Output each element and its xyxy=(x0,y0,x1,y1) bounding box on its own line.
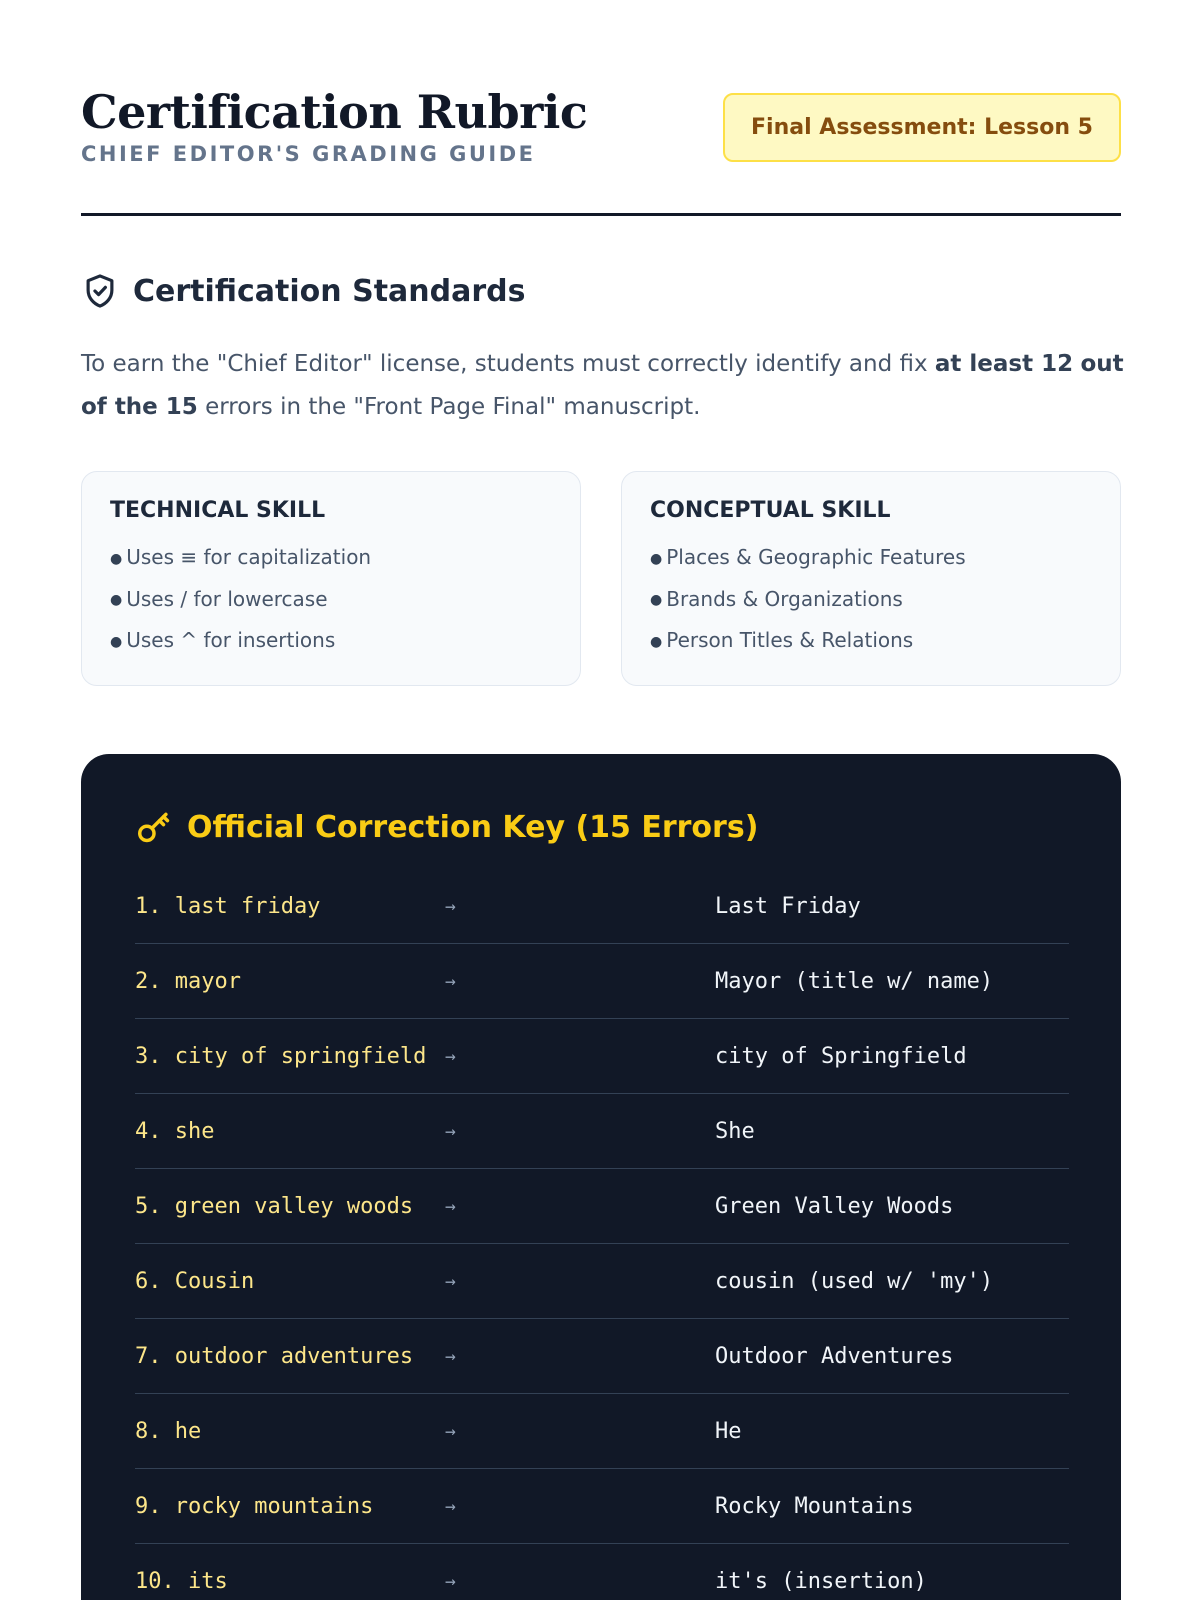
correction-row xyxy=(135,1394,1069,1469)
arrow-icon: → xyxy=(445,1345,456,1367)
error-text: 10. its xyxy=(135,1568,228,1594)
correction-row xyxy=(135,1019,1069,1094)
arrow-icon: → xyxy=(445,1195,456,1217)
fix-text: Mayor (title w/ name) xyxy=(715,968,994,994)
skill-item: ● Places & Geographic Features xyxy=(650,545,966,569)
correction-row xyxy=(135,1469,1069,1544)
skill-item: ● Brands & Organizations xyxy=(650,586,903,611)
correction-key-title: Official Correction Key (15 Errors) xyxy=(187,809,759,845)
correction-key-panel xyxy=(81,754,1121,1600)
page-title: Certification Rubric xyxy=(81,85,588,139)
correction-row xyxy=(135,1319,1069,1394)
arrow-icon: → xyxy=(445,1120,456,1142)
error-text: 5. green valley woods xyxy=(135,1193,414,1219)
standards-title: Certification Standards xyxy=(133,273,526,309)
standards-heading xyxy=(81,272,525,310)
fix-text: Rocky Mountains xyxy=(715,1493,914,1519)
header xyxy=(81,84,1121,216)
error-text: 9. rocky mountains xyxy=(135,1493,374,1519)
fix-text: Outdoor Adventures xyxy=(715,1343,954,1369)
fix-text: He xyxy=(715,1418,742,1444)
error-text: 7. outdoor adventures xyxy=(135,1343,414,1369)
correction-key-list xyxy=(135,869,1069,1600)
error-text: 4. she xyxy=(135,1118,215,1144)
correction-row xyxy=(135,1244,1069,1319)
intro-text-end: errors in the "Front Page Final" manuscript. xyxy=(197,394,701,420)
technical-skill-card xyxy=(81,471,581,686)
skill-item: ● Uses / for lowercase xyxy=(110,586,328,611)
arrow-icon: → xyxy=(445,1045,456,1067)
fix-text: Last Friday xyxy=(715,893,861,919)
error-text: 8. he xyxy=(135,1418,202,1444)
assessment-badge: Final Assessment: Lesson 5 xyxy=(723,93,1121,162)
correction-row xyxy=(135,869,1069,944)
fix-text: cousin (used w/ 'my') xyxy=(715,1268,994,1294)
shield-check-icon xyxy=(81,272,119,310)
arrow-icon: → xyxy=(445,1570,456,1592)
error-text: 6. Cousin xyxy=(135,1268,255,1294)
key-icon xyxy=(135,808,173,846)
correction-row xyxy=(135,1544,1069,1600)
fix-text: it's (insertion) xyxy=(715,1568,927,1594)
intro-text: To earn the "Chief Editor" license, students must correctly identify and fix xyxy=(81,351,935,377)
skill-item: ● Uses ^ for insertions xyxy=(110,628,336,652)
arrow-icon: → xyxy=(445,1420,456,1442)
error-text: 3. city of springfield xyxy=(135,1043,427,1069)
intro-threshold: at least 12 xyxy=(934,351,1074,377)
standards-intro xyxy=(81,343,1126,429)
error-text: 2. mayor xyxy=(135,968,241,994)
correction-row xyxy=(135,944,1069,1019)
header-divider xyxy=(81,213,1121,216)
technical-skill-title: TECHNICAL SKILL xyxy=(110,498,326,523)
skill-item: ● Person Titles & Relations xyxy=(650,628,914,652)
page-subtitle: CHIEF EDITOR'S GRADING GUIDE xyxy=(81,142,536,166)
correction-key-heading xyxy=(135,808,758,846)
arrow-icon: → xyxy=(445,1495,456,1517)
error-text: 1. last friday xyxy=(135,893,321,919)
arrow-icon: → xyxy=(445,970,456,992)
correction-row xyxy=(135,1094,1069,1169)
fix-text: Green Valley Woods xyxy=(715,1193,954,1219)
arrow-icon: → xyxy=(445,895,456,917)
arrow-icon: → xyxy=(445,1270,456,1292)
fix-text: city of Springfield xyxy=(715,1043,967,1069)
skill-item: ● Uses ≡ for capitalization xyxy=(110,545,372,569)
conceptual-skill-card xyxy=(621,471,1121,686)
fix-text: She xyxy=(715,1118,755,1144)
correction-row xyxy=(135,1169,1069,1244)
intro-total: out of the 15 xyxy=(81,351,1124,420)
conceptual-skill-title: CONCEPTUAL SKILL xyxy=(650,498,891,523)
